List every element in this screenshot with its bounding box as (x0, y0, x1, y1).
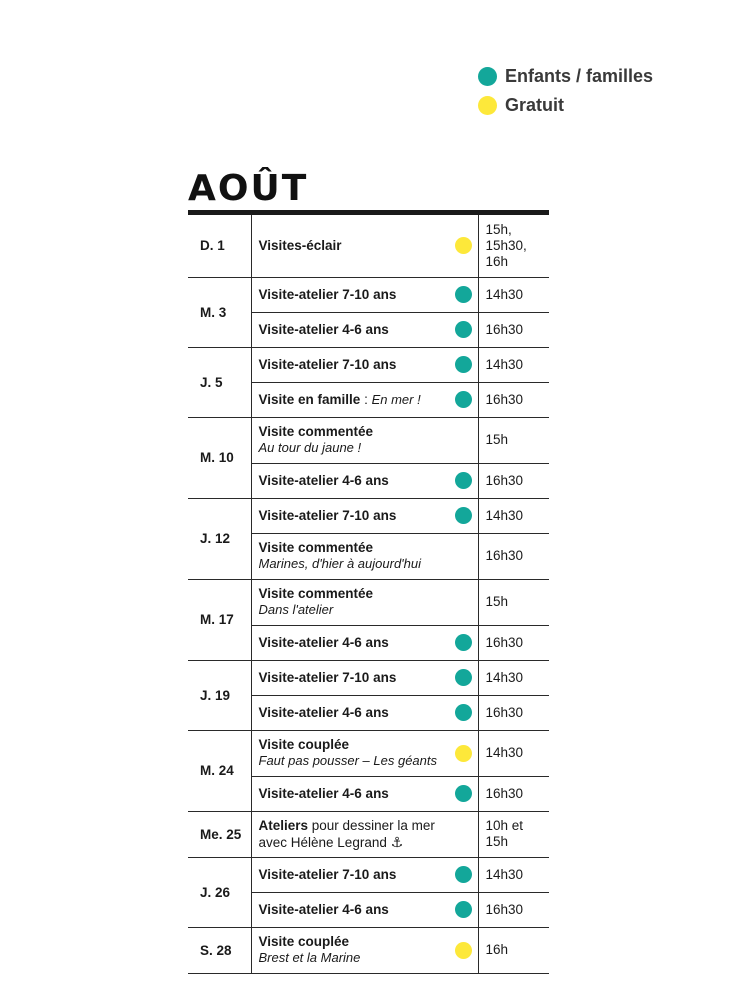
event-text (259, 635, 389, 651)
event-cell (251, 892, 478, 927)
event-content (259, 818, 472, 851)
day-cell: Me. 25 (188, 811, 251, 857)
day-cell: M. 10 (188, 417, 251, 498)
event-title: Visite-atelier 4-6 ans (258, 901, 389, 917)
event-cell (251, 857, 478, 892)
time-line: 16h (485, 253, 509, 269)
time-line: 15h (485, 432, 509, 447)
time-line: 15h (485, 594, 509, 609)
schedule-table (188, 215, 549, 974)
event-text (259, 670, 397, 686)
time-cell (478, 463, 549, 498)
teal-dot-icon (455, 704, 472, 721)
time-line: 10h et (485, 818, 524, 833)
table-row (188, 579, 549, 625)
time-line: 16h30 (485, 548, 524, 563)
event-content (259, 737, 472, 769)
event-cell (251, 776, 478, 811)
event-text (259, 934, 361, 966)
day-cell: J. 19 (188, 660, 251, 730)
table-row (188, 927, 549, 973)
time-line: 16h30 (485, 704, 524, 720)
teal-dot-icon (455, 634, 472, 651)
event-text (259, 322, 389, 338)
event-title: Visite-atelier 4-6 ans (258, 321, 389, 337)
time-cell (478, 660, 549, 695)
time-cell (478, 382, 549, 417)
table-row (188, 215, 549, 277)
time-line: 16h30 (485, 901, 524, 917)
event-line (259, 586, 374, 602)
teal-dot-icon (455, 866, 472, 883)
day-cell: D. 1 (188, 215, 251, 277)
legend-label: Enfants / familles (505, 66, 654, 86)
event-subtitle: En mer ! (371, 391, 421, 407)
teal-dot-icon (455, 507, 472, 524)
day-cell: M. 3 (188, 277, 251, 347)
event-text (259, 392, 421, 408)
legend-item-free (478, 91, 653, 120)
time-line: 15h, (485, 221, 512, 237)
teal-dot-icon (455, 669, 472, 686)
teal-dot-icon (455, 472, 472, 489)
event-title: Visite-atelier 4-6 ans (258, 785, 389, 801)
event-content (259, 356, 472, 373)
event-content (259, 866, 472, 883)
event-content (259, 586, 472, 618)
time-line: 14h30 (485, 286, 524, 302)
event-content (259, 286, 472, 303)
event-line (259, 818, 435, 834)
event-title: Visite-atelier 7-10 ans (258, 356, 397, 372)
time-cell (478, 347, 549, 382)
event-content (259, 901, 472, 918)
table-row (188, 857, 549, 892)
time-cell (478, 625, 549, 660)
day-cell: J. 12 (188, 498, 251, 579)
event-text (259, 737, 438, 769)
time-line: 15h (485, 834, 509, 849)
event-line (259, 473, 389, 489)
event-subtitle: Faut pas pousser – Les géants (258, 753, 438, 768)
event-text (259, 473, 389, 489)
teal-dot-icon (455, 321, 472, 338)
event-line (259, 834, 435, 851)
time-line: 16h30 (485, 391, 524, 407)
event-line (259, 357, 397, 373)
legend (478, 62, 653, 120)
event-line (259, 670, 397, 686)
time-line: 14h30 (485, 745, 524, 760)
event-text (259, 357, 397, 373)
teal-dot-icon (455, 901, 472, 918)
event-text (259, 818, 435, 851)
time-cell (478, 312, 549, 347)
time-line: 16h30 (485, 472, 524, 488)
event-cell (251, 579, 478, 625)
event-content (259, 507, 472, 524)
event-cell (251, 382, 478, 417)
day-cell: M. 24 (188, 730, 251, 811)
event-title: Visite couplée (258, 737, 350, 752)
event-line (259, 424, 374, 440)
yellow-dot-icon (478, 96, 497, 115)
time-cell (478, 776, 549, 811)
event-line (259, 238, 342, 254)
time-line: 14h30 (485, 669, 524, 685)
event-text (259, 424, 374, 456)
legend-label: Gratuit (505, 95, 565, 115)
yellow-dot-icon (455, 942, 472, 959)
event-cell (251, 625, 478, 660)
time-cell (478, 695, 549, 730)
schedule-body (188, 215, 549, 973)
event-text (259, 508, 397, 524)
time-cell (478, 811, 549, 857)
time-cell (478, 579, 549, 625)
event-text (259, 902, 389, 918)
table-row (188, 498, 549, 533)
event-line (259, 737, 438, 753)
event-title: Visite couplée (258, 934, 350, 949)
table-row (188, 277, 549, 312)
day-cell: M. 17 (188, 579, 251, 660)
event-title: Visite-atelier 4-6 ans (258, 472, 389, 488)
table-row (188, 811, 549, 857)
event-line (259, 902, 389, 918)
time-line: 15h30, (485, 237, 527, 253)
event-text (259, 867, 397, 883)
time-cell (478, 498, 549, 533)
time-cell (478, 927, 549, 973)
event-title: Visite-atelier 4-6 ans (258, 704, 389, 720)
month-title: AOÛT (188, 168, 309, 209)
teal-dot-icon (455, 785, 472, 802)
event-title: Visite-atelier 7-10 ans (258, 669, 397, 685)
time-cell (478, 277, 549, 312)
event-content (259, 540, 472, 572)
table-row (188, 417, 549, 463)
time-line: 16h30 (485, 634, 524, 650)
event-line (259, 786, 389, 802)
event-subtitle: Brest et la Marine (258, 950, 361, 965)
event-content (259, 391, 472, 408)
event-cell (251, 215, 478, 277)
event-cell (251, 277, 478, 312)
teal-dot-icon (478, 67, 497, 86)
time-line: 16h (485, 942, 509, 957)
event-cell (251, 533, 478, 579)
event-title: Visite-atelier 4-6 ans (258, 634, 389, 650)
event-line (259, 540, 422, 556)
event-text (259, 238, 342, 254)
event-cell (251, 417, 478, 463)
event-cell (251, 312, 478, 347)
event-content (259, 472, 472, 489)
event-title: Visite commentée (258, 586, 374, 601)
time-cell (478, 417, 549, 463)
event-title: Visites-éclair (258, 237, 342, 253)
event-cell (251, 730, 478, 776)
event-line (259, 867, 397, 883)
event-line (259, 392, 421, 408)
event-title: Visite-atelier 7-10 ans (258, 507, 397, 523)
time-line: 14h30 (485, 356, 524, 372)
event-text (259, 705, 389, 721)
event-detail: : (360, 391, 372, 407)
time-line: 14h30 (485, 866, 524, 882)
event-line (259, 705, 389, 721)
teal-dot-icon (455, 286, 472, 303)
event-content (259, 424, 472, 456)
teal-dot-icon (455, 356, 472, 373)
event-text (259, 786, 389, 802)
event-text (259, 540, 422, 572)
table-row (188, 660, 549, 695)
table-row (188, 730, 549, 776)
legend-item-families (478, 62, 653, 91)
event-content (259, 934, 472, 966)
event-title: Ateliers (258, 817, 309, 833)
teal-dot-icon (455, 391, 472, 408)
event-line (259, 287, 397, 303)
event-content (259, 785, 472, 802)
event-cell (251, 695, 478, 730)
anchor-icon: ⚓ (390, 833, 404, 850)
event-subtitle: Dans l'atelier (258, 602, 334, 617)
event-line (259, 934, 361, 950)
event-text (259, 287, 397, 303)
event-cell (251, 498, 478, 533)
event-cell (251, 347, 478, 382)
event-content (259, 237, 472, 254)
event-content (259, 321, 472, 338)
event-content (259, 704, 472, 721)
time-line: 14h30 (485, 507, 524, 523)
event-text (259, 586, 374, 618)
time-cell (478, 533, 549, 579)
event-title: Visite commentée (258, 540, 374, 555)
day-cell: J. 5 (188, 347, 251, 417)
event-detail: pour dessiner la mer (308, 817, 435, 833)
event-detail: avec Hélène Legrand (258, 834, 391, 850)
event-content (259, 669, 472, 686)
time-line: 16h30 (485, 785, 524, 801)
event-cell (251, 811, 478, 857)
time-cell (478, 215, 549, 277)
day-cell: J. 26 (188, 857, 251, 927)
event-cell (251, 463, 478, 498)
event-line (259, 635, 389, 651)
event-cell (251, 660, 478, 695)
event-title: Visite-atelier 7-10 ans (258, 866, 397, 882)
yellow-dot-icon (455, 745, 472, 762)
event-subtitle: Marines, d'hier à aujourd'hui (258, 556, 421, 571)
time-cell (478, 857, 549, 892)
event-content (259, 634, 472, 651)
event-line (259, 508, 397, 524)
time-cell (478, 892, 549, 927)
event-title: Visite en famille (258, 391, 361, 407)
time-line: 16h30 (485, 321, 524, 337)
event-title: Visite-atelier 7-10 ans (258, 286, 397, 302)
event-line (259, 322, 389, 338)
event-subtitle: Au tour du jaune ! (258, 440, 362, 455)
event-cell (251, 927, 478, 973)
table-row (188, 347, 549, 382)
event-title: Visite commentée (258, 424, 374, 439)
day-cell: S. 28 (188, 927, 251, 973)
time-cell (478, 730, 549, 776)
yellow-dot-icon (455, 237, 472, 254)
